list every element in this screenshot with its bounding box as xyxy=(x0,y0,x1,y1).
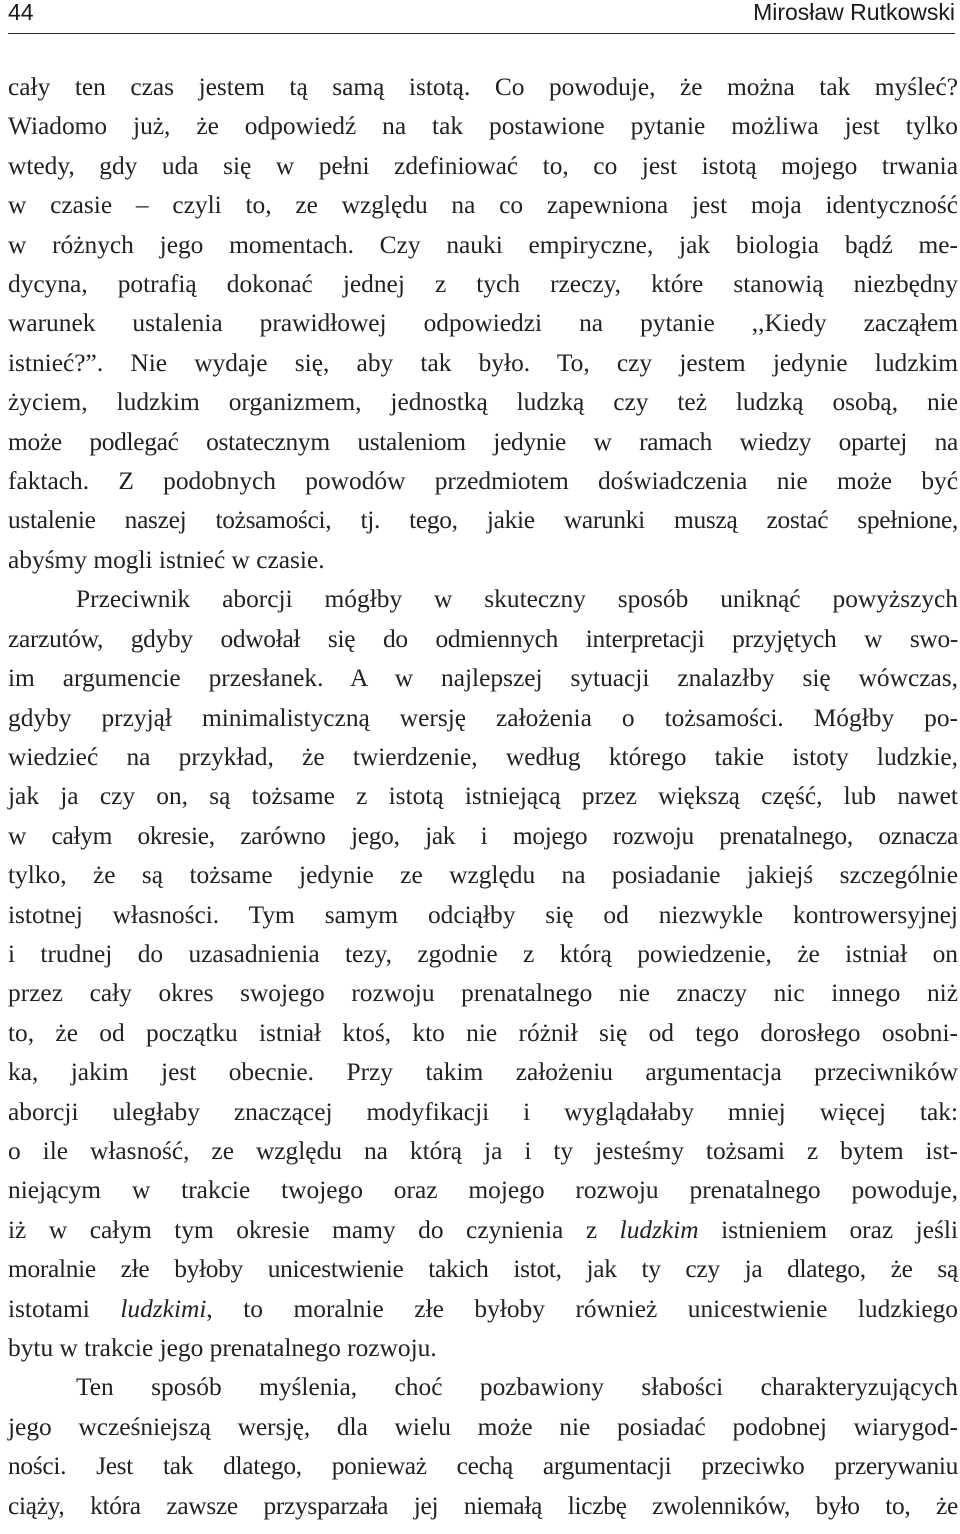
paragraph-last-line: abyśmy mogli istnieć w czasie. xyxy=(8,545,325,574)
text-line: może podlegać ostatecznym ustaleniom jedynie w ramach wiedzy opartej na xyxy=(8,427,958,456)
text-segment: istnieniem oraz jeśli xyxy=(698,1215,958,1244)
text-segment: istotami xyxy=(8,1294,121,1323)
text-line: życiem, ludzkim organizmem, jednostką ludzką czy też ludzką osobą, nie xyxy=(8,388,958,417)
text-line: gdyby przyjął minimalistyczną wersję założenia o tożsamości. Mógłby po- xyxy=(8,703,958,732)
text-line: faktach. Z podobnych powodów przedmiotem doświadczenia nie może być xyxy=(8,467,958,496)
paragraph-first-line: Ten sposób myślenia, choć pozbawiony słabości charakteryzujących xyxy=(76,1373,958,1402)
paragraph-last-line: bytu w trakcie jego prenatalnego rozwoju. xyxy=(8,1334,437,1362)
text-line: ciąży, która zawsze przysparzała jej niemałą liczbę zwolenników, było to, że xyxy=(8,1491,958,1520)
text-line: ustalenie naszej tożsamości, tj. tego, jakie warunki muszą zostać spełnione, xyxy=(8,506,958,535)
text-line: to, że od początku istniał ktoś, kto nie różnił się od tego dorosłego osobni- xyxy=(8,1018,958,1047)
text-line: w różnych jego momentach. Czy nauki empiryczne, jak biologia bądź me- xyxy=(8,230,958,259)
text-line: istnieć?”. Nie wydaje się, aby tak było. To, czy jestem jedynie ludzkim xyxy=(8,348,958,377)
text-line: jak ja czy on, są tożsame z istotą istniejącą przez większą część, lub nawet xyxy=(8,782,958,811)
text-line: i trudnej do uzasadnienia tezy, zgodnie z którą powiedzenie, że istniał on xyxy=(8,939,958,968)
text-line: dycyna, potrafią dokonać jednej z tych rzeczy, które stanowią niezbędny xyxy=(8,270,958,299)
text-line: niejącym w trakcie twojego oraz mojego rozwoju prenatalnego powoduje, xyxy=(8,1176,958,1205)
text-line: ka, jakim jest obecnie. Przy takim założeniu argumentacja przeciwników xyxy=(8,1058,958,1087)
text-line: im argumencie przesłanek. A w najlepszej sytuacji znalazłby się wówczas, xyxy=(8,664,958,693)
text-line-with-emphasis xyxy=(8,1290,958,1329)
emphasized-word: ludzkimi xyxy=(120,1294,207,1323)
running-head-author: Mirosław Rutkowski xyxy=(753,0,955,25)
emphasized-word: ludzkim xyxy=(619,1215,699,1244)
running-header xyxy=(8,0,955,34)
text-line: istotnej własności. Tym samym odciąłby się od niezwykle kontrowersyjnej xyxy=(8,900,958,929)
text-line: wiedzieć na przykład, że twierdzenie, według którego takie istoty ludzkie, xyxy=(8,742,958,771)
text-line: jego wcześniejszą wersję, dla wielu może nie posiadać podobnej wiarygod- xyxy=(8,1412,958,1441)
text-line: aborcji uległaby znaczącej modyfikacji i wyglądałaby mniej więcej tak: xyxy=(8,1097,958,1126)
text-line: w całym okresie, zarówno jego, jak i mojego rozwoju prenatalnego, oznacza xyxy=(8,821,958,850)
text-segment: , to moralnie złe byłoby również unicestwienie ludzkiego xyxy=(206,1294,958,1323)
text-line: warunek ustalenia prawidłowej odpowiedzi na pytanie ,,Kiedy zacząłem xyxy=(8,309,958,338)
text-line: wtedy, gdy uda się w pełni zdefiniować to, co jest istotą mojego trwania xyxy=(8,151,958,180)
text-line-with-emphasis xyxy=(8,1211,958,1250)
text-line: Wiadomo już, że odpowiedź na tak postawione pytanie możliwa jest tylko xyxy=(8,112,958,141)
paragraph-first-line: Przeciwnik aborcji mógłby w skuteczny sposób uniknąć powyższych xyxy=(76,585,958,614)
text-line: przez cały okres swojego rozwoju prenatalnego nie znaczy nic innego niż xyxy=(8,979,958,1008)
text-line: zarzutów, gdyby odwołał się do odmiennych interpretacji przyjętych w swo- xyxy=(8,624,958,653)
text-line: ności. Jest tak dlatego, ponieważ cechą argumentacji przeciwko przerywaniu xyxy=(8,1452,958,1481)
page-number: 44 xyxy=(8,0,34,25)
text-segment: iż w całym tym okresie mamy do czynienia z xyxy=(8,1215,620,1244)
text-line: cały ten czas jestem tą samą istotą. Co powoduje, że można tak myśleć? xyxy=(8,73,958,101)
text-line: moralnie złe byłoby unicestwienie takich istot, jak ty czy ja dlatego, że są xyxy=(8,1255,958,1284)
text-line: w czasie – czyli to, ze względu na co zapewniona jest moja identyczność xyxy=(8,191,958,220)
body-text xyxy=(8,68,958,1526)
text-line: o ile własność, ze względu na którą ja i ty jesteśmy tożsami z bytem ist- xyxy=(8,1136,958,1165)
text-line: tylko, że są tożsame jedynie ze względu na posiadanie jakiejś szczególnie xyxy=(8,861,958,890)
